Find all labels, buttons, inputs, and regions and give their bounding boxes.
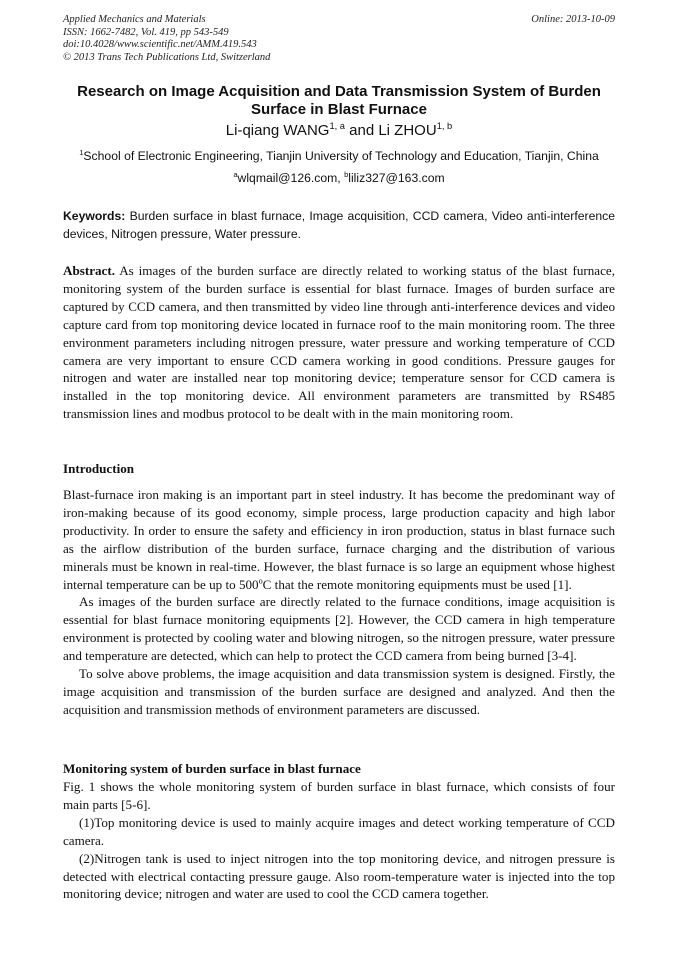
- author-1-sup: 1, a: [329, 121, 345, 131]
- affiliation-sup: 1: [79, 147, 84, 157]
- keywords-text: Burden surface in blast furnace, Image acquisition, CCD camera, Video anti-interference devices, Nitrogen pressure, Water pressure.: [63, 209, 615, 241]
- email-b: liliz327@163.com: [348, 171, 445, 185]
- monitoring-paragraph-3: (2)Nitrogen tank is used to inject nitrogen into the top monitoring device, and nitrogen pressure is detected with electrical contacting pressure gauge. Also room-temperature water is injected into the top monitoring device; nitrogen and water are used to cool the CCD camera together.: [63, 850, 615, 902]
- author-2-sup: 1, b: [436, 121, 453, 131]
- email-a-sup: a: [233, 169, 238, 179]
- abstract: [63, 262, 615, 423]
- intro-p1-text-end: C that the remote monitoring equipments must be used [1].: [262, 576, 572, 592]
- introduction-heading: Introduction: [63, 461, 135, 476]
- degree-sup: o: [258, 576, 263, 586]
- online-date: Online: 2013-10-09: [531, 14, 615, 25]
- author-2-name: Li ZHOU: [378, 122, 437, 139]
- keywords: [63, 208, 615, 243]
- journal-name: Applied Mechanics and Materials: [63, 14, 206, 25]
- abstract-label: Abstract.: [63, 263, 115, 278]
- author-and: and: [344, 122, 379, 139]
- copyright-line: © 2013 Trans Tech Publications Ltd, Switzerland: [63, 51, 271, 63]
- affiliation-text: School of Electronic Engineering, Tianjin University of Technology and Education, Tianjin, China: [83, 149, 599, 163]
- journal-header: [63, 14, 615, 64]
- email-a: wlqmail@126.com,: [237, 171, 345, 185]
- abstract-text: As images of the burden surface are directly related to working status of the blast furnace, monitoring system of the burden surface is essential for blast furnace. Images of burden surface are captured by CCD camera, and then transmitted by video line through anti-interference devices and video capture card from top monitoring device located in furnace roof to the main monitoring room. The three environment parameters including nitrogen pressure, water pressure and working temperature of CCD camera are very important to ensure CCD camera working in good conditions. Pressure gauges for nitrogen and water are installed near top monitoring device; temperature sensor for CCD camera is installed in the top monitoring device. All environment parameters are transmitted by RS485 transmission lines and modbus protocol to be dealt with in the main monitoring room.: [63, 263, 615, 422]
- email-b-sup: b: [344, 169, 349, 179]
- doi-line: doi:10.4028/www.scientific.net/AMM.419.543: [63, 39, 257, 51]
- monitoring-paragraph-2: (1)Top monitoring device is used to mainly acquire images and detect working temperature of CCD camera.: [63, 814, 615, 848]
- issn-line: ISSN: 1662-7482, Vol. 419, pp 543-549: [63, 26, 229, 38]
- intro-paragraph-2: As images of the burden surface are directly related to the furnace conditions, image acquisition is essential for blast furnace monitoring equipments [2]. However, the CCD camera in high temperature environment is protected by cooling water and blowing nitrogen, so the nitrogen pressure, water pressure and temperature are detected, which can help to protect the CCD camera from being burned [3-4].: [63, 594, 615, 664]
- paper-title: Research on Image Acquisition and Data Transmission System of Burden Surface in Blast Furnace: [77, 83, 601, 118]
- monitoring-paragraph-1: Fig. 1 shows the whole monitoring system of burden surface in blast furnace, which consists of four main parts [5-6].: [63, 779, 615, 812]
- intro-p1-text: Blast-furnace iron making is an important part in steel industry. It has become the predominant way of iron-making because of its good economy, simple process, large production capacity and high labor productivity. In order to ensure the safety and efficiency in iron production, status in blast furnace such as the airflow distribution of the burden surface, furnace charging and the distribution of various minerals must be known in real-time. However, the blast furnace is so large an equipment whose highest internal temperature can be up to 500: [63, 487, 615, 592]
- introduction-body: [63, 486, 615, 719]
- intro-paragraph-1: [63, 486, 615, 593]
- intro-paragraph-3: To solve above problems, the image acquisition and data transmission system is designed. Firstly, the image acquisition and transmission of the burden surface are designed and analyzed. And then the acquisition and transmission methods of environment parameters are discussed.: [63, 666, 615, 717]
- email-line: [63, 170, 615, 187]
- author-1-name: Li-qiang WANG: [225, 122, 330, 139]
- monitoring-body: [63, 778, 615, 903]
- keywords-label: Keywords:: [63, 209, 126, 223]
- author-line: [63, 121, 615, 141]
- affiliation: [63, 148, 615, 165]
- monitoring-heading: Monitoring system of burden surface in blast furnace: [63, 761, 361, 776]
